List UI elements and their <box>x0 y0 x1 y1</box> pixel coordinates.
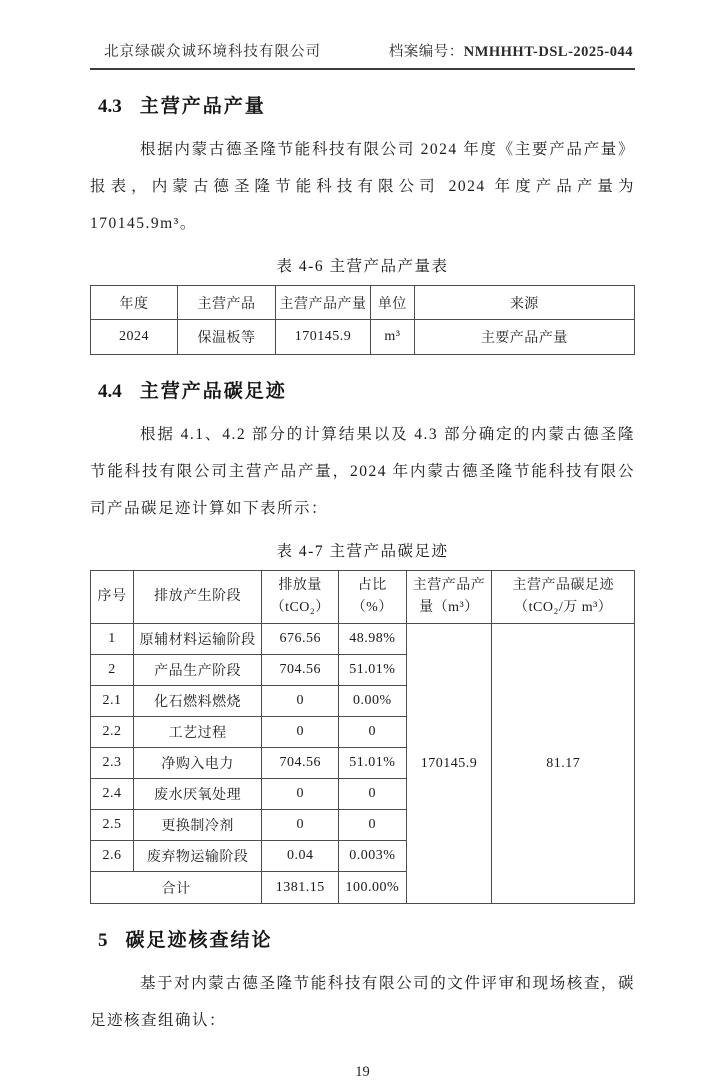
cell-stage: 产品生产阶段 <box>133 655 261 686</box>
cell-no: 2.1 <box>91 686 134 717</box>
cell-source: 主要产品产量 <box>414 320 634 355</box>
col-header-share: 占比（%） <box>339 571 406 624</box>
table-4-7-header-row <box>91 571 635 624</box>
cell-total-emission: 1381.15 <box>262 872 339 904</box>
col-header-footprint: 主营产品碳足迹 （tCO₂/万 m³） <box>492 571 635 624</box>
col-header-output: 主营产品产 量（m³） <box>406 571 492 624</box>
file-number-label: 档案编号： <box>388 44 464 60</box>
section-5-heading <box>98 925 635 952</box>
section-5-title: 碳足迹核查结论 <box>125 930 273 951</box>
cell-output: 170145.9 <box>275 320 370 355</box>
cell-emission: 676.56 <box>262 624 339 655</box>
section-4-4-title: 主营产品碳足迹 <box>139 381 287 402</box>
table-4-6-data-row <box>91 320 635 355</box>
cell-share: 51.01% <box>339 748 406 779</box>
cell-stage: 净购入电力 <box>133 748 261 779</box>
section-4-4-number: 4.4 <box>98 381 122 402</box>
col-header-source: 来源 <box>414 286 634 320</box>
cell-emission: 0 <box>262 779 339 810</box>
section-5-paragraph: 基于对内蒙古德圣隆节能科技有限公司的文件评审和现场核查，碳足迹核查组确认： <box>90 975 635 1029</box>
section-4-3-heading <box>98 91 635 118</box>
cell-no: 2 <box>91 655 134 686</box>
cell-emission: 0 <box>262 717 339 748</box>
cell-share: 0.003% <box>339 841 406 872</box>
header-company-name: 北京绿碳众诚环境科技有限公司 <box>104 44 321 60</box>
col-header-emission: 排放量 （tCO₂） <box>262 571 339 624</box>
cell-merged-output: 170145.9 <box>406 624 492 904</box>
table-4-7 <box>90 570 635 904</box>
table-row-1 <box>91 624 635 655</box>
section-4-3-paragraph: 根据内蒙古德圣隆节能科技有限公司 2024 年度《主要产品产量》报表，内蒙古德圣隆节能科技有限公司 2024 年度产品产量为 170145.9m³。 <box>90 141 635 232</box>
cell-stage: 废水厌氧处理 <box>133 779 261 810</box>
cell-share: 0 <box>339 810 406 841</box>
cell-no: 2.5 <box>91 810 134 841</box>
header-file-number <box>389 40 633 61</box>
cell-no: 2.6 <box>91 841 134 872</box>
col-header-year: 年度 <box>91 286 178 320</box>
section-4-4-heading <box>98 376 635 403</box>
col-header-no: 序号 <box>91 571 134 624</box>
cell-stage: 更换制冷剂 <box>133 810 261 841</box>
cell-total-label: 合计 <box>91 872 262 904</box>
cell-no: 1 <box>91 624 134 655</box>
cell-product: 保温板等 <box>178 320 276 355</box>
cell-no: 2.4 <box>91 779 134 810</box>
cell-share: 0 <box>339 717 406 748</box>
cell-share: 0 <box>339 779 406 810</box>
cell-stage: 废弃物运输阶段 <box>133 841 261 872</box>
col-header-product: 主营产品 <box>178 286 276 320</box>
page-header <box>90 40 635 70</box>
page-number: 19 <box>355 1064 370 1080</box>
cell-emission: 0 <box>262 810 339 841</box>
section-4-3-title: 主营产品产量 <box>139 96 266 117</box>
cell-no: 2.3 <box>91 748 134 779</box>
table-4-6-caption: 表 4-6 主营产品产量表 <box>276 258 449 275</box>
cell-stage: 工艺过程 <box>133 717 261 748</box>
table-4-6 <box>90 285 635 355</box>
cell-stage: 化石燃料燃烧 <box>133 686 261 717</box>
cell-merged-footprint: 81.17 <box>492 624 635 904</box>
col-header-unit: 单位 <box>371 286 415 320</box>
cell-unit: m³ <box>371 320 415 355</box>
cell-emission: 704.56 <box>262 655 339 686</box>
section-4-3-number: 4.3 <box>98 96 122 117</box>
table-4-6-header-row <box>91 286 635 320</box>
file-number-value: NMHHHT-DSL-2025-044 <box>463 44 633 60</box>
cell-emission: 704.56 <box>262 748 339 779</box>
cell-stage: 原辅材料运输阶段 <box>133 624 261 655</box>
col-header-stage: 排放产生阶段 <box>133 571 261 624</box>
cell-share: 48.98% <box>339 624 406 655</box>
cell-emission: 0.04 <box>262 841 339 872</box>
section-4-4-paragraph: 根据 4.1、4.2 部分的计算结果以及 4.3 部分确定的内蒙古德圣隆节能科技有限公司主营产品产量，2024 年内蒙古德圣隆节能科技有限公司产品碳足迹计算如下表所示： <box>90 426 635 517</box>
section-5-number: 5 <box>98 930 108 951</box>
table-4-7-caption: 表 4-7 主营产品碳足迹 <box>276 543 449 560</box>
cell-share: 0.00% <box>339 686 406 717</box>
cell-no: 2.2 <box>91 717 134 748</box>
cell-share: 51.01% <box>339 655 406 686</box>
cell-total-share: 100.00% <box>339 872 406 904</box>
col-header-output: 主营产品产量 <box>275 286 370 320</box>
cell-year: 2024 <box>91 320 178 355</box>
cell-emission: 0 <box>262 686 339 717</box>
